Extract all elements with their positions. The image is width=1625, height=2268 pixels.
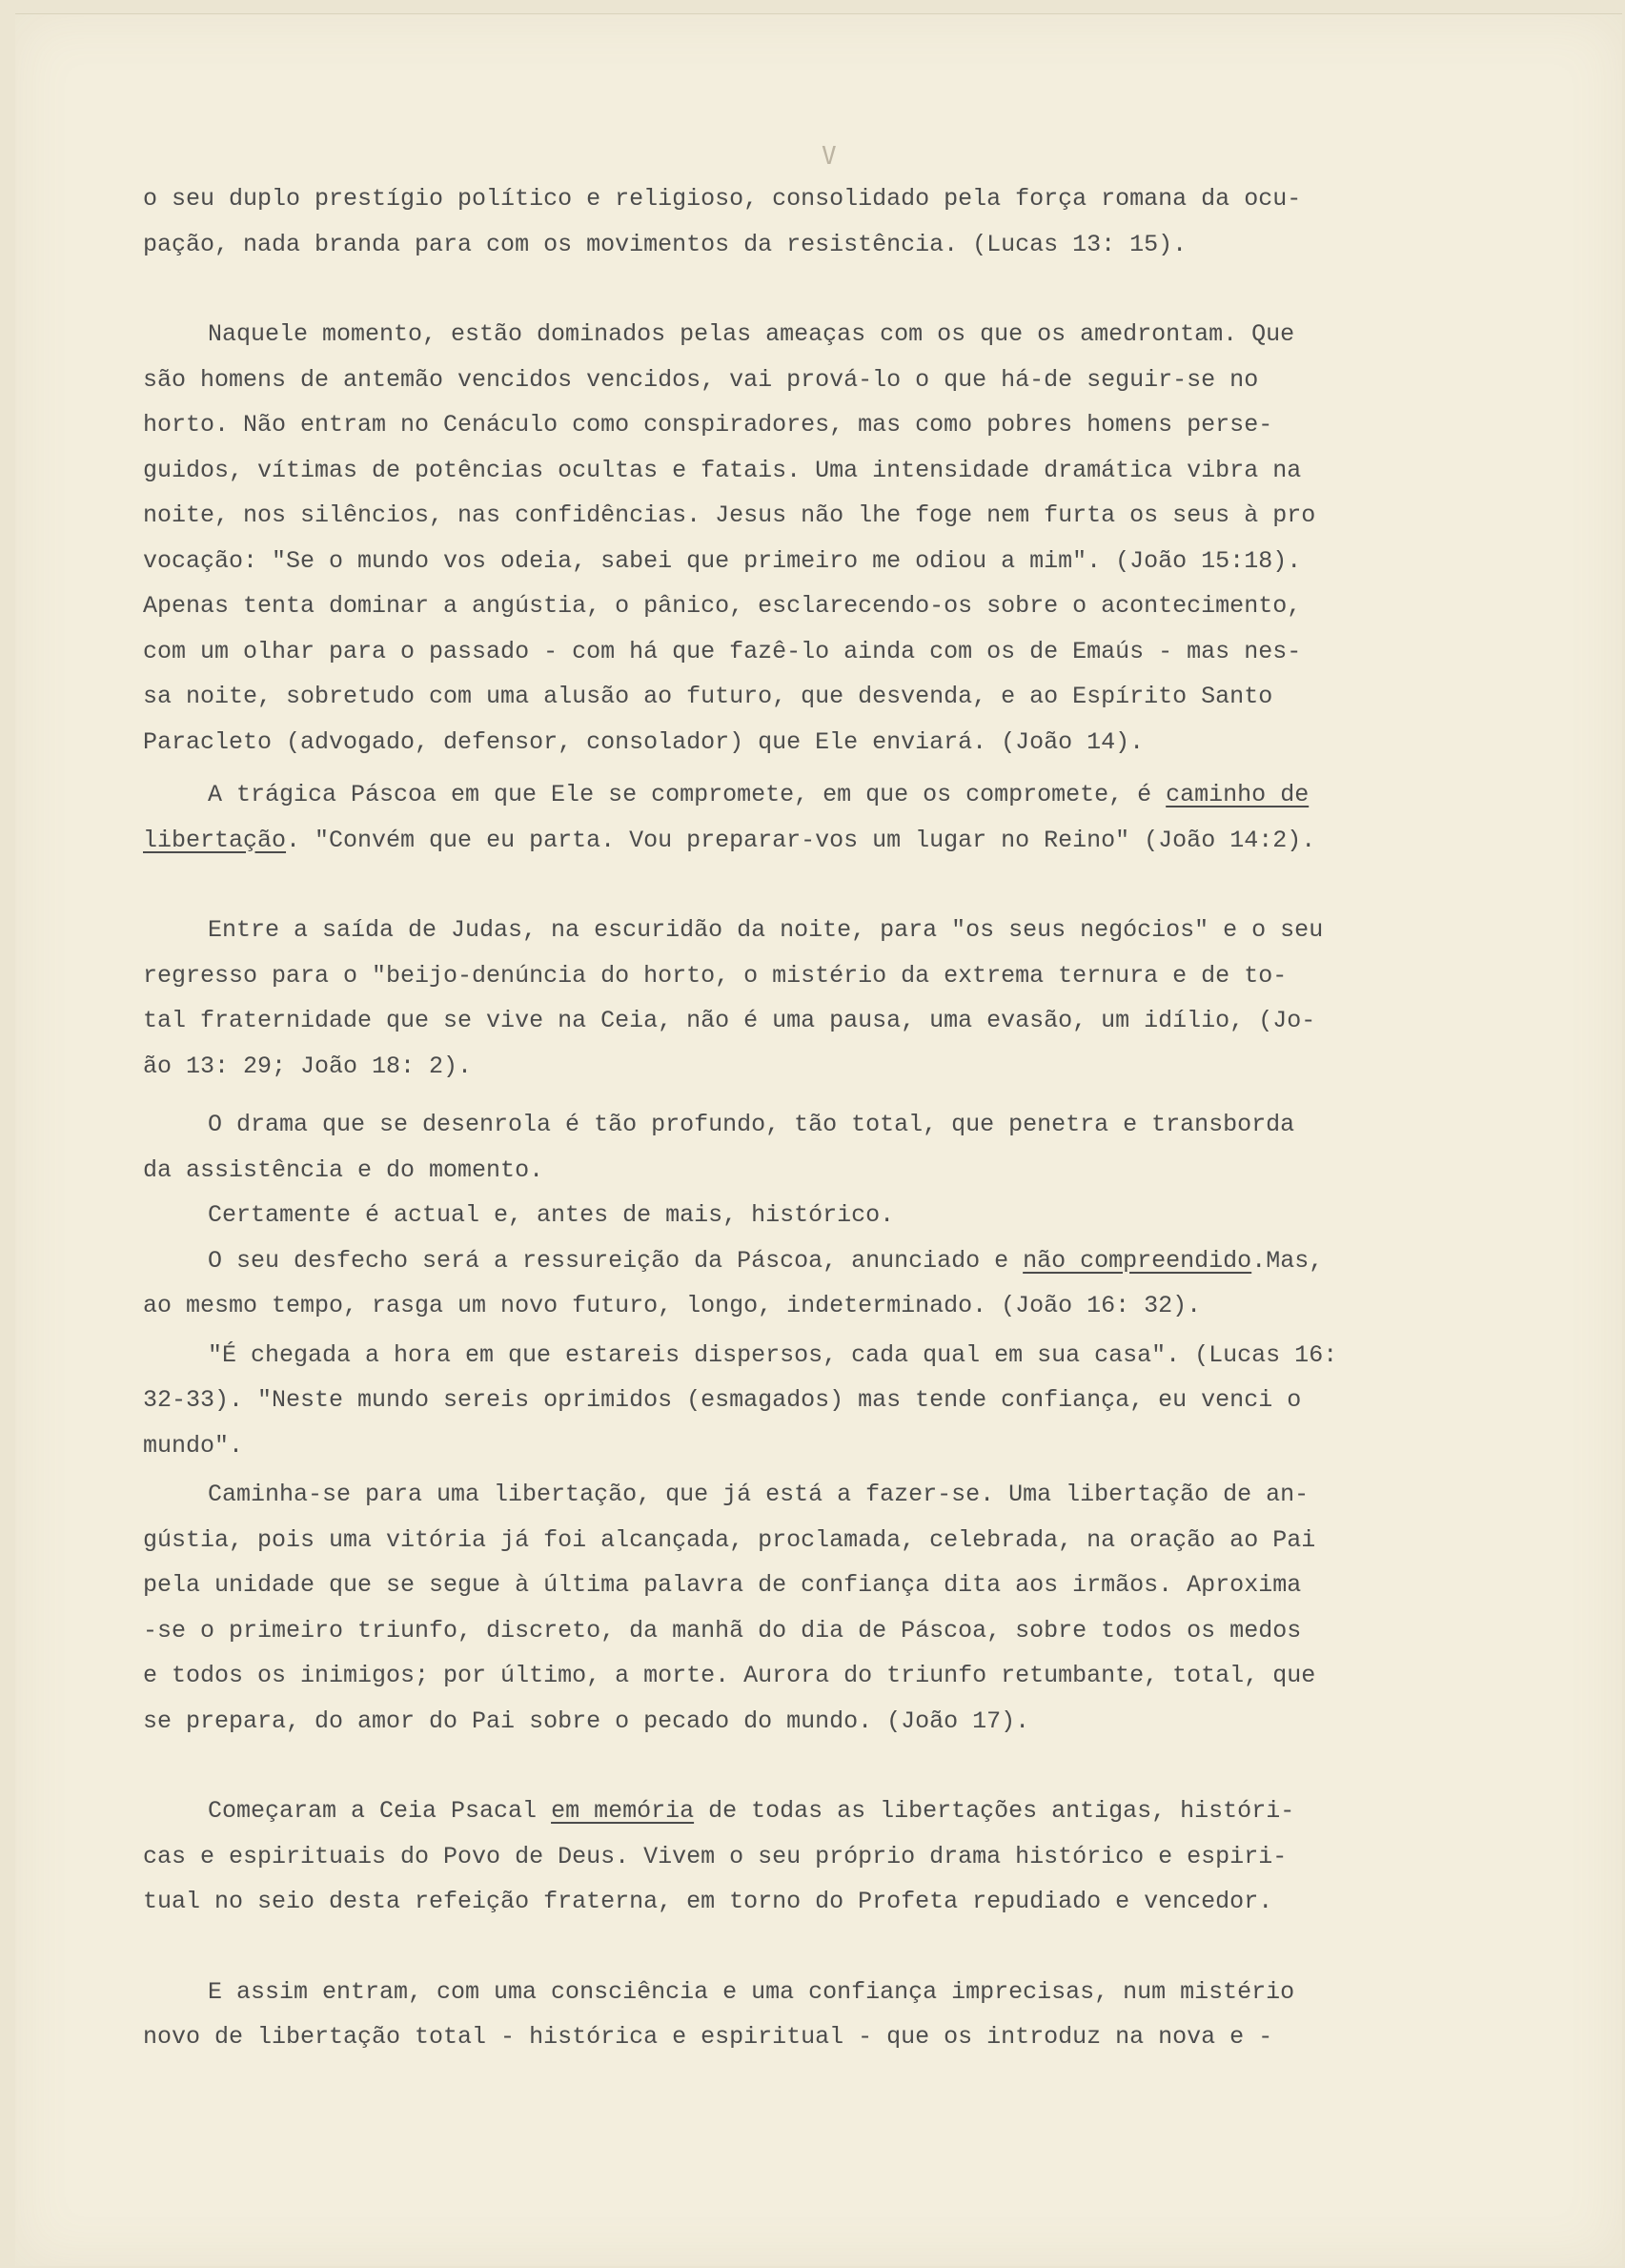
text-line: Naquele momento, estão dominados pelas ameaças com os que os amedrontam. Que [208,320,1295,348]
text-run: . "Convém que eu parta. Vou preparar-vos um lugar no Reino" (João 14:2). [286,826,1316,854]
text-line: Paracleto (advogado, defensor, consolador) que Ele enviará. (João 14). [143,727,1145,756]
text-line [143,1788,1439,1834]
text-line: gústia, pois uma vitória já foi alcançada, proclamada, celebrada, na oração ao Pai [143,1525,1316,1554]
text-line [143,772,1439,818]
paragraph [143,1193,1439,1238]
text-line: e todos os inimigos; por último, a morte. Aurora do triunfo retumbante, total, que [143,1662,1316,1689]
text-line: 32-33). "Neste mundo sereis oprimidos (esmagados) mas tende confiança, eu venci o [143,1386,1302,1414]
underlined-phrase: caminho de [1166,781,1310,808]
text-line: guidos, vítimas de potências ocultas e fatais. Uma intensidade dramática vibra na [143,456,1302,484]
paragraph [143,1472,1439,1744]
underlined-phrase: não compreendido [1023,1246,1252,1275]
document-body [143,176,1439,2060]
text-line: Certamente é actual e, antes de mais, histórico. [208,1201,895,1229]
text-run: Começaram a Ceia Psacal [208,1797,552,1825]
paragraph [143,772,1439,863]
paragraph [143,1788,1439,1925]
text-line: da assistência e do momento. [143,1155,544,1184]
text-line: vocação: "Se o mundo vos odeia, sabei que primeiro me odiou a mim". (João 15:18). [143,546,1302,575]
text-line: E assim entram, com uma consciência e uma confiança imprecisas, num mistério [208,1977,1295,2006]
text-run: de todas as libertações antigas, históri- [694,1797,1295,1825]
underlined-phrase: libertação [143,826,287,854]
text-line: Entre a saída de Judas, na escuridão da noite, para "os seus negócios" e o seu [208,916,1324,944]
text-line: noite, nos silêncios, nas confidências. Jesus não lhe foge nem furta os seus à pro [143,501,1316,529]
text-run: O seu desfecho será a ressureição da Páscoa, anunciado e [208,1246,1024,1275]
text-line [143,818,1439,864]
text-line: Caminha-se para uma libertação, que já está a fazer-se. Uma libertação de an- [208,1481,1310,1508]
text-line: mundo". [143,1431,244,1460]
text-line [143,1238,1439,1284]
text-line: horto. Não entram no Cenáculo como conspiradores, mas como pobres homens perse- [143,411,1273,439]
text-line: pação, nada branda para com os movimentos da resistência. (Lucas 13: 15). [143,230,1188,258]
text-line: se prepara, do amor do Pai sobre o pecado do mundo. (João 17). [143,1706,1030,1735]
underlined-phrase: em memória [551,1797,695,1825]
paragraph [143,1238,1439,1329]
text-line: cas e espirituais do Povo de Deus. Vivem o seu próprio drama histórico e espiri- [143,1842,1288,1870]
text-run: .Mas, [1251,1246,1324,1275]
text-line: são homens de antemão vencidos vencidos, vai prová-lo o que há-de seguir-se no [143,365,1259,394]
text-line: "É chegada a hora em que estareis dispersos, cada qual em sua casa". (Lucas 16: [208,1340,1338,1369]
text-line: ao mesmo tempo, rasga um novo futuro, longo, indeterminado. (João 16: 32). [143,1292,1202,1319]
text-line: tal fraternidade que se vive na Ceia, não é uma pausa, uma evasão, um idílio, (Jo- [143,1007,1316,1034]
text-line: regresso para o "beijo-denúncia do horto, o mistério da extrema ternura e de to- [143,961,1288,990]
text-line: novo de libertação total - histórica e espiritual - que os introduz na nova e - [143,2023,1273,2051]
text-line: sa noite, sobretudo com uma alusão ao futuro, que desvenda, e ao Espírito Santo [143,683,1273,710]
text-line: tual no seio desta refeição fraterna, em torno do Profeta repudiado e vencedor. [143,1888,1273,1915]
text-line: pela unidade que se segue à última palavra de confiança dita aos irmãos. Aproxima [143,1571,1302,1599]
paragraph [143,1333,1439,1469]
text-line: O drama que se desenrola é tão profundo, tão total, que penetra e transborda [208,1111,1295,1138]
text-run: A trágica Páscoa em que Ele se compromete, em que os compromete, é [208,781,1167,808]
paragraph [143,312,1439,765]
text-line: o seu duplo prestígio político e religioso, consolidado pela força romana da ocu- [143,185,1302,213]
text-line: com um olhar para o passado - com há que fazê-lo ainda com os de Emaús - mas nes- [143,637,1302,665]
document-page [15,13,1622,2266]
paragraph [143,176,1439,267]
paragraph [143,908,1439,1089]
paragraph [143,1102,1439,1193]
text-line: ão 13: 29; João 18: 2). [143,1052,473,1080]
text-line: -se o primeiro triunfo, discreto, da manhã do dia de Páscoa, sobre todos os medos [143,1616,1302,1645]
page-marker: V [822,142,837,171]
paragraph [143,1970,1439,2060]
text-line: Apenas tenta dominar a angústia, o pânico, esclarecendo-os sobre o acontecimento, [143,592,1302,620]
